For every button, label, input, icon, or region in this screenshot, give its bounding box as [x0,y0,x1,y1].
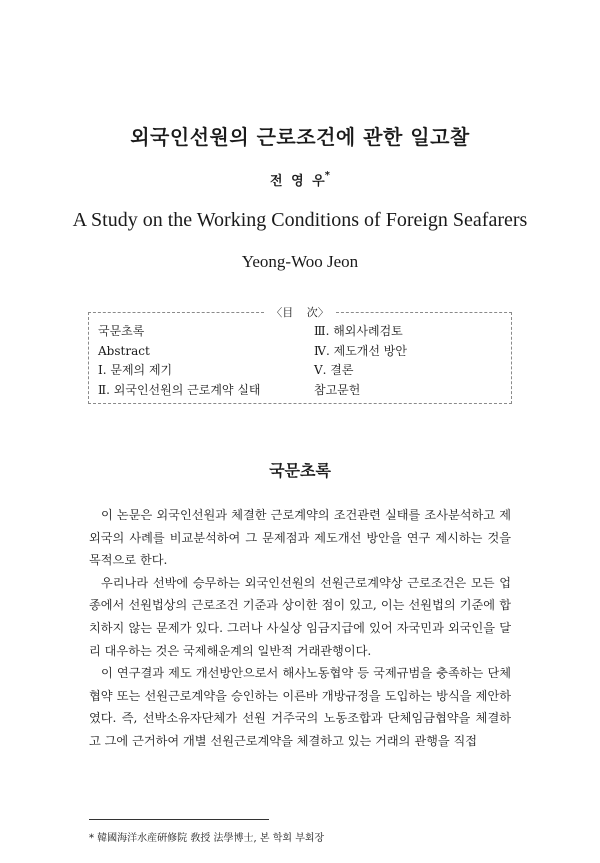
toc-item: Abstract [98,343,150,358]
toc-item: Ⅴ. 결론 [314,363,354,377]
author-footnote: * 韓國海洋水産硏修院 敎授 法學博士, 본 학회 부회장 [89,833,325,844]
toc-item: Ⅱ. 외국인선원의 근로계약 실태 [98,382,261,397]
paragraph: 이 연구결과 제도 개선방안으로서 해사노동협약 등 국제규범을 충족하는 단체협약 또는 선원근로계약을 승인하는 이른바 개방규정을 도입하는 방식을 제안하였다. 즉, 선박소유자단체가 선원 거주국의 노동조합과 단체임금협약을 체결하고 그에 근거하여 개별 선원근로계약을 체결하고 있는 거래의 관행을 직접 [89,666,511,748]
toc-border-bottom [88,403,512,404]
toc-item: 국문초록 [98,324,145,338]
toc-item: Ⅳ. 제도개선 방안 [314,343,407,358]
toc-heading: 〈目 次〉 [264,304,336,320]
toc-border-top-left [88,312,264,313]
toc-border-right [511,312,512,404]
author-name-english: Yeong-Woo Jeon [241,252,359,271]
toc-item: Ⅰ. 문제의 제기 [98,363,173,377]
paragraph: 우리나라 선박에 승무하는 외국인선원의 선원근로계약상 근로조건은 모든 업종에서 선원법상의 근로조건 기준과 상이한 점이 있고, 이는 선원법의 기준에 합치하지 않는 문제가 있다. 그러나 사실상 임금지급에 있어 자국민과 외국인을 달리 대우하는 것은 국제해운계의 일반적 거래관행이다. [89,575,511,658]
footnote-divider [89,819,269,820]
toc-item: Ⅲ. 해외사례검토 [314,324,403,338]
paper-title-korean: 외국인선원의 근로조건에 관한 일고찰 [130,125,470,149]
table-of-contents [88,306,512,404]
paper-title-english: A Study on the Working Conditions of Foreign Seafarers [72,209,528,231]
toc-border-left [88,312,89,404]
section-heading-abstract: 국문초록 [269,461,331,480]
toc-right-column [314,322,407,400]
footnote-marker: * [324,170,330,181]
author-name-text: 전 영 우 [270,174,325,189]
toc-item: 참고문헌 [314,382,361,397]
toc-left-column [98,322,261,400]
abstract-body [89,504,511,753]
toc-border-top-right [336,312,512,313]
author-name-korean [0,170,600,189]
paragraph: 이 논문은 외국인선원과 체결한 근로계약의 조건관련 실태를 조사분석하고 제외국의 사례를 비교분석하여 그 문제점과 제도개선 방안을 연구 제시하는 것을 목적으로 한다. [89,508,511,568]
